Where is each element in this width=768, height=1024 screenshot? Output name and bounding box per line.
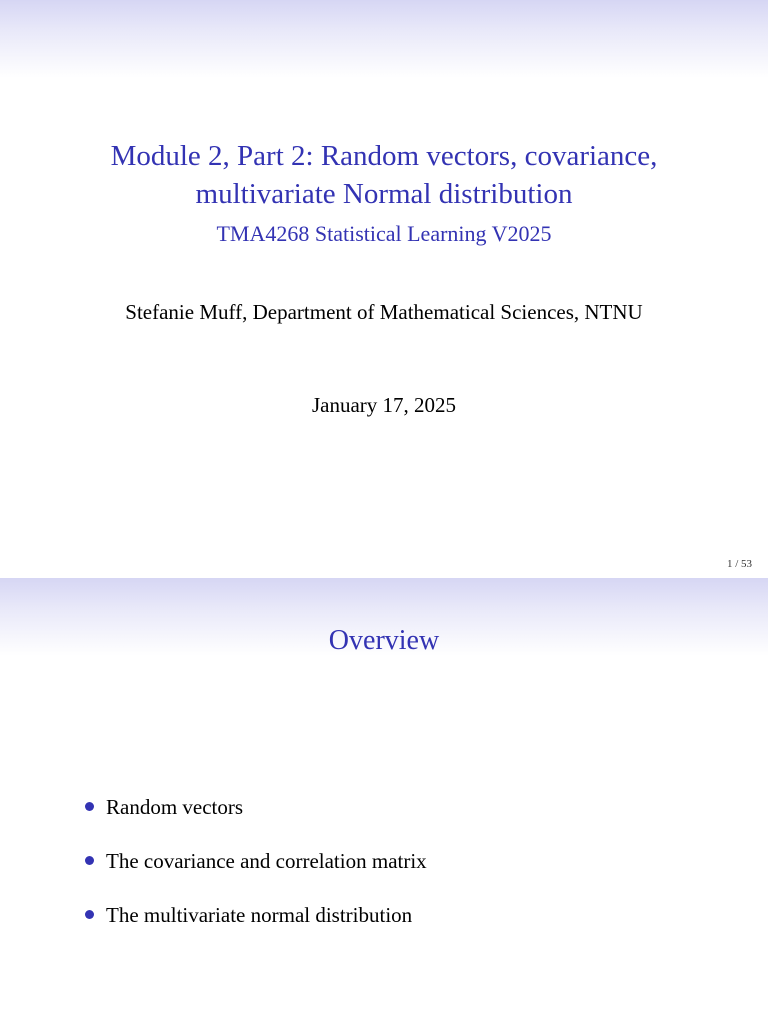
list-item-text: The covariance and correlation matrix	[106, 849, 427, 873]
title-line-2: multivariate Normal distribution	[195, 178, 573, 210]
list-item	[82, 900, 427, 930]
overview-slide	[0, 578, 768, 1024]
list-item-text: The multivariate normal distribution	[106, 903, 413, 927]
bullet-icon	[85, 802, 94, 811]
bullet-icon	[85, 856, 94, 865]
list-item	[82, 792, 427, 822]
presentation-date: January 17, 2025	[311, 393, 457, 417]
title-line-1: Module 2, Part 2: Random vectors, covariance,	[110, 140, 658, 172]
overview-list	[82, 792, 427, 954]
presentation-title	[0, 137, 768, 213]
list-item-text: Random vectors	[106, 795, 244, 819]
header-band	[0, 0, 768, 78]
course-subtitle: TMA4268 Statistical Learning V2025	[216, 221, 552, 246]
slide-title: Overview	[328, 625, 440, 656]
page-number: 1 / 53	[726, 558, 752, 570]
author-line: Stefanie Muff, Department of Mathematical Sciences, NTNU	[125, 300, 643, 324]
bullet-icon	[85, 910, 94, 919]
list-item	[82, 846, 427, 876]
